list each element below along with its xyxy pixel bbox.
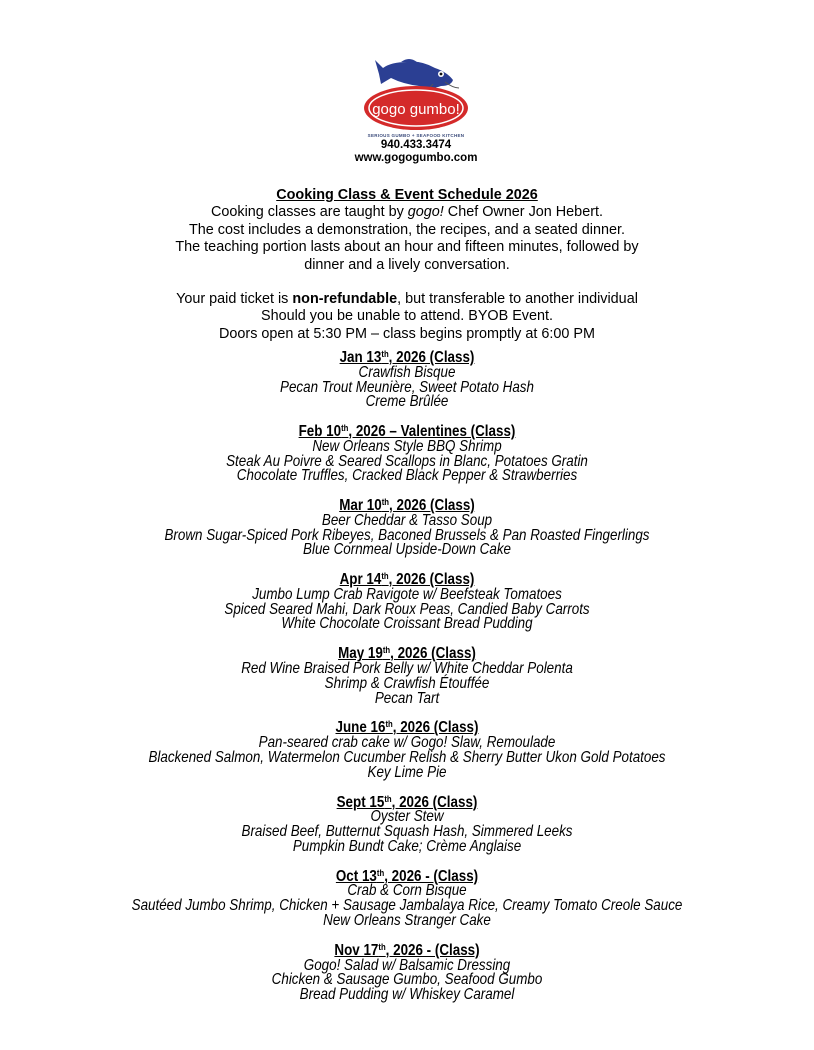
- page-title: Cooking Class & Event Schedule 2026: [276, 187, 538, 203]
- intro-line-6: Should you be unable to attend. BYOB Event.: [260, 308, 553, 325]
- event-entry: [0, 793, 814, 855]
- restaurant-header: [353, 54, 479, 165]
- event-entry: [0, 867, 814, 929]
- menu-dish: New Orleans Style BBQ Shrimp: [312, 437, 502, 455]
- intro-section: [0, 187, 814, 343]
- menu-dish: White Chocolate Croissant Bread Pudding: [281, 615, 533, 633]
- event-date-heading: Sept 15th, 2026 (Class): [336, 793, 478, 811]
- logo-text: gogo gumbo!: [372, 101, 460, 118]
- phone-number: 940.433.3474: [380, 139, 452, 151]
- event-date-heading: June 16th, 2026 (Class): [335, 719, 479, 737]
- menu-dish: Shrimp & Crawfish Étouffée: [324, 674, 490, 692]
- menu-dish: Spiced Seared Mahi, Dark Roux Peas, Candied Baby Carrots: [224, 600, 590, 618]
- menu-dish: Sautéed Jumbo Shrimp, Chicken + Sausage Jambalaya Rice, Creamy Tomato Creole Sauce: [131, 897, 683, 915]
- menu-dish: New Orleans Stranger Cake: [323, 911, 491, 929]
- event-date-heading: Feb 10th, 2026 – Valentines (Class): [298, 423, 516, 441]
- menu-dish: Jumbo Lump Crab Ravigote w/ Beefsteak Tomatoes: [252, 586, 562, 604]
- intro-line-1: Cooking classes are taught by gogo! Chef Owner Jon Hebert.: [211, 204, 603, 221]
- intro-line-2: The cost includes a demonstration, the recipes, and a seated dinner.: [189, 221, 625, 238]
- menu-dish: Gogo! Salad w/ Balsamic Dressing: [303, 956, 511, 974]
- event-entry: [0, 573, 814, 632]
- menu-dish: Brown Sugar-Spiced Pork Ribeyes, Baconed Brussels & Pan Roasted Fingerlings: [164, 526, 650, 544]
- non-refundable-label: non-refundable: [292, 291, 398, 308]
- menu-dish: Crab & Corn Bisque: [347, 882, 467, 900]
- menu-dish: Steak Au Poivre & Seared Scallops in Blanc, Potatoes Gratin: [226, 452, 588, 470]
- website-link[interactable]: www.gogogumbo.com: [354, 152, 478, 164]
- event-list: [0, 351, 814, 1018]
- menu-dish: Creme Brûlée: [365, 393, 449, 411]
- event-entry: [0, 351, 814, 410]
- menu-dish: Blue Cornmeal Upside-Down Cake: [303, 541, 511, 559]
- policy-line: Your paid ticket is non-refundable, but transferable to another individual: [176, 291, 638, 308]
- menu-dish: Key Lime Pie: [367, 763, 447, 781]
- menu-dish: Pumpkin Bundt Cake; Crème Anglaise: [292, 837, 522, 855]
- doors-open-line: Doors open at 5:30 PM – class begins promptly at 6:00 PM: [219, 325, 595, 342]
- event-date-heading: May 19th, 2026 (Class): [338, 645, 476, 663]
- gogo-gumbo-logo: [361, 54, 471, 132]
- event-date-heading: Apr 14th, 2026 (Class): [339, 571, 475, 589]
- menu-dish: Crawfish Bisque: [358, 363, 456, 381]
- menu-dish: Blackened Salmon, Watermelon Cucumber Relish & Sherry Butter Ukon Gold Potatoes: [148, 748, 666, 766]
- menu-dish: Chocolate Truffles, Cracked Black Pepper & Strawberries: [236, 467, 578, 485]
- menu-dish: Bread Pudding w/ Whiskey Caramel: [299, 985, 515, 1003]
- menu-dish: Beer Cheddar & Tasso Soup: [321, 511, 493, 529]
- event-date-heading: Nov 17th, 2026 - (Class): [334, 941, 480, 959]
- event-date-heading: Jan 13th, 2026 (Class): [339, 349, 475, 366]
- event-entry: [0, 499, 814, 558]
- menu-dish: Pecan Trout Meunière, Sweet Potato Hash: [280, 378, 534, 396]
- intro-line-4: dinner and a lively conversation.: [304, 256, 510, 273]
- event-entry: [0, 721, 814, 780]
- intro-line-3: The teaching portion lasts about an hour and fifteen minutes, followed by: [175, 239, 639, 256]
- event-entry: [0, 941, 814, 1003]
- menu-dish: Braised Beef, Butternut Squash Hash, Simmered Leeks: [241, 823, 573, 841]
- tagline: SERIOUS GUMBO + SEAFOOD KITCHEN: [367, 133, 465, 138]
- event-date-heading: Oct 13th, 2026 - (Class): [335, 867, 479, 885]
- menu-dish: Pecan Tart: [374, 689, 440, 707]
- menu-dish: Oyster Stew: [370, 808, 444, 826]
- event-entry: [0, 647, 814, 706]
- menu-dish: Pan-seared crab cake w/ Gogo! Slaw, Remoulade: [258, 734, 556, 752]
- event-entry: [0, 425, 814, 484]
- event-date-heading: Mar 10th, 2026 (Class): [339, 497, 475, 515]
- menu-dish: Red Wine Braised Pork Belly w/ White Cheddar Polenta: [241, 660, 573, 678]
- menu-dish: Chicken & Sausage Gumbo, Seafood Gumbo: [271, 971, 543, 989]
